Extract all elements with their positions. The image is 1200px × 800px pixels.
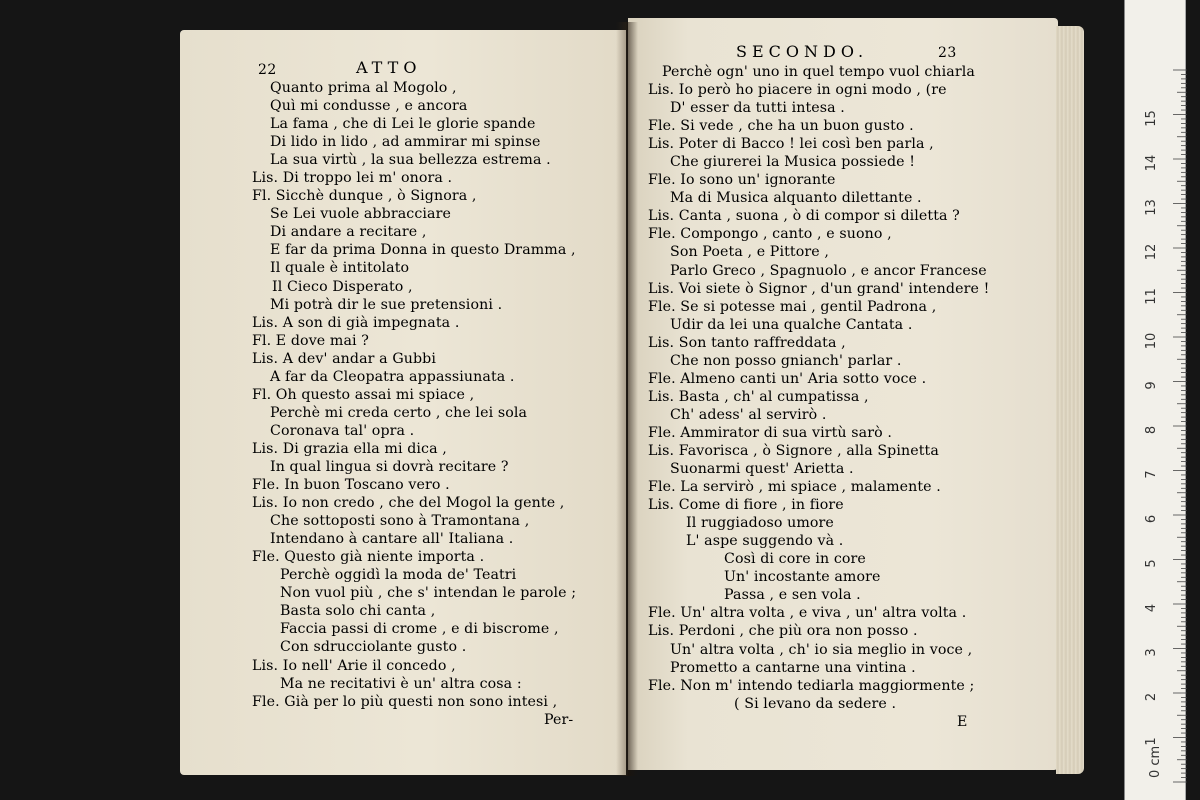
ruler-number: 2 [1144,692,1159,702]
left-line: Non vuol più , che s' intendan le parole ; [280,585,577,602]
left-line: Di andare a recitare , [270,224,427,241]
right-line: Lis. Come di fiore , in fiore [648,497,844,514]
ruler-scale [1125,0,1187,800]
left-page-text [252,79,622,729]
right-line: Un' incostante amore [724,569,881,586]
ruler-number: 8 [1144,425,1159,435]
left-line: La sua virtù , la sua bellezza estrema . [270,152,551,169]
right-line: Fle. Un' altra volta , e viva , un' altra volta . [648,605,967,622]
ruler-unit-label: 0 cm [1148,745,1163,778]
left-line: Fle. In buon Toscano vero . [252,477,450,494]
right-line: Lis. Poter di Bacco ! lei così ben parla , [648,136,934,153]
left-line: Il Cieco Disperato , [272,278,413,295]
left-line: Con sdrucciolante gusto . [280,639,467,656]
left-line: Perchè mi creda certo , che lei sola [270,404,528,421]
left-line: A far da Cleopatra appassiunata . [270,368,515,385]
ruler-number: 11 [1144,288,1159,305]
right-line: Perchè ogn' uno in quel tempo vuol chiarla [662,64,975,80]
right-line: Fle. Almeno canti un' Aria sotto voce . [648,370,927,387]
left-line: Lis. Di troppo lei m' onora . [252,170,453,187]
left-line: Fl. E dove mai ? [252,332,369,349]
left-line: Quì mi condusse , e ancora [270,98,468,115]
right-line: Un' altra volta , ch' io sia meglio in voce , [670,641,973,658]
left-line: Perchè oggidì la moda de' Teatri [280,567,517,584]
right-line: Fle. Non m' intendo tediarla maggiormente ; [648,677,975,694]
ruler-number: 4 [1144,603,1159,613]
left-line: Faccia passi di crome , e di biscrome , [280,621,559,638]
left-line: Il quale è intitolato [270,260,410,277]
left-page-number: 22 [258,62,277,78]
right-line: E [957,713,968,730]
ruler-number: 3 [1144,648,1159,657]
left-line: Lis. A son di già impegnata . [252,314,460,331]
ruler-number: 10 [1144,332,1159,350]
measurement-ruler [1124,0,1186,800]
ruler-number: 7 [1144,470,1159,479]
right-line: Prometto a cantarne una vintina . [670,659,916,676]
right-line: D' esser da tutti intesa . [670,100,845,117]
right-line: Fle. Compongo , canto , e suono , [648,226,892,243]
right-line: Ma di Musica alquanto dilettante . [670,190,922,207]
right-line: Lis. Favorisca , ò Signore , alla Spinetta [648,442,939,459]
left-line: E far da prima Donna in questo Dramma , [270,242,576,259]
right-line: Che giurerei la Musica possiede ! [670,154,916,171]
left-running-head: ATTO [356,58,422,77]
left-line: Fl. Sicchè dunque , ò Signora , [252,188,477,205]
left-line: Di lido in lido , ad ammirar mi spinse [270,134,541,151]
left-line: La fama , che di Lei le glorie spande [270,116,536,133]
right-line: ( Si levano da sedere . [734,695,897,712]
right-line: Fle. Io sono un' ignorante [648,172,836,189]
left-line: Fle. Questo già niente importa . [252,549,485,566]
ruler-number: 15 [1144,110,1159,127]
right-line: Fle. Ammirator di sua virtù sarò . [648,424,892,441]
ruler-number: 5 [1144,559,1159,568]
left-line: Fl. Oh questo assai mi spiace , [252,386,475,403]
left-line: Per- [544,711,574,728]
right-line: Il ruggiadoso umore [686,515,834,532]
left-line: Quanto prima al Mogolo , [270,80,457,96]
right-page-number: 23 [938,45,957,61]
right-line: Ch' adess' al servirò . [670,406,827,423]
right-running-head: SECONDO. [736,42,869,61]
right-line: Suonarmi quest' Arietta . [670,461,854,478]
left-header [258,58,618,79]
left-line: Lis. Di grazia ella mi dica , [252,440,447,457]
right-line: Udir da lei una qualche Cantata . [670,316,913,333]
right-line: Parlo Greco , Spagnuolo , e ancor Francese [670,262,987,279]
left-line: Mi potrà dir le sue pretensioni . [270,296,503,313]
right-line: Così di core in core [724,551,866,568]
left-line: Basta solo chi canta , [280,603,436,620]
ruler-number: 9 [1144,381,1159,390]
right-line: Lis. Son tanto raffreddata , [648,334,846,351]
right-line: Che non posso gnianch' parlar . [670,352,902,369]
ruler-number: 12 [1144,243,1159,261]
ruler-number: 6 [1144,514,1159,524]
right-line: Passa , e sen vola . [724,587,861,604]
left-line: In qual lingua si dovrà recitare ? [270,458,509,475]
right-line: Lis. Perdoni , che più ora non posso . [648,623,918,640]
left-line: Lis. Io non credo , che del Mogol la gente , [252,495,565,512]
left-line: Fle. Già per lo più questi non sono intesi , [252,693,558,710]
page-edges [1056,26,1084,774]
left-line: Che sottoposti sono à Tramontana , [270,513,530,530]
right-line: Fle. La servirò , mi spiace , malamente . [648,479,941,496]
left-line: Lis. Io nell' Arie il concedo , [252,657,456,674]
ruler-number: 1 [1144,737,1159,746]
right-line: Lis. Voi siete ò Signor , d'un grand' intendere ! [648,280,990,297]
right-line: Lis. Basta , ch' al cumpatissa , [648,388,869,405]
right-header [736,43,1036,62]
left-line: Coronava tal' opra . [270,422,415,439]
right-line: Fle. Se si potesse mai , gentil Padrona , [648,298,937,315]
right-page-text [642,63,1042,731]
left-line: Se Lei vuole abbracciare [270,206,451,223]
ruler-number: 14 [1144,154,1159,172]
right-line: Lis. Io però ho piacere in ogni modo , (re [648,82,947,99]
right-line: L' aspe suggendo và . [686,533,844,550]
ruler-number: 13 [1144,199,1159,216]
left-line: Lis. A dev' andar a Gubbi [252,350,436,367]
right-line: Lis. Canta , suona , ò di compor si diletta ? [648,208,960,225]
left-line: Intendano à cantare all' Italiana . [270,531,514,548]
right-line: Son Poeta , e Pittore , [670,244,829,261]
left-line: Ma ne recitativi è un' altra cosa : [280,675,522,692]
right-line: Fle. Si vede , che ha un buon gusto . [648,118,914,135]
